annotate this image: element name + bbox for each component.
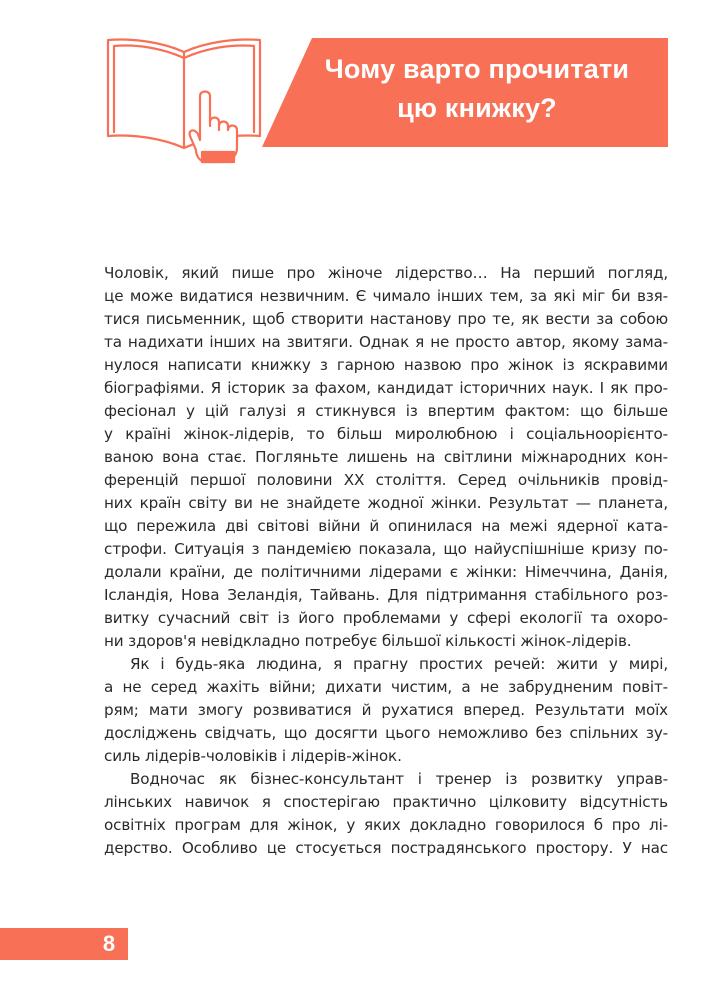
- text-line: ни здоров'я невідкладно потребує більшої кількості жінок-лідерів.: [104, 632, 632, 650]
- text-line: рям; мати змогу розвиватися й рухатися вперед. Результати моїх: [104, 701, 668, 719]
- page-title-line-2: цю книжку?: [397, 93, 557, 123]
- text-line: фесіонал у цій галузі я стикнувся із впертим фактом: що більше: [104, 402, 668, 420]
- text-line: Ісландія, Нова Зеландія, Тайвань. Для підтримання стабільного роз-: [104, 586, 668, 604]
- text-line: це може видатися незвичним. Є чимало інших тем, за які міг би взя-: [104, 287, 668, 305]
- text-line: Чоловік, який пише про жіноче лідерство… На перший погляд,: [104, 264, 668, 282]
- page-title-line-1: Чому варто прочитати: [324, 54, 630, 84]
- text-line: дерство. Особливо це стосується пострадянського простору. У нас: [104, 839, 668, 857]
- text-line: лінських навичок я спостерігаю практично цілковиту відсутність: [104, 793, 668, 811]
- text-line: витку сучасний світ із його проблемами у сфері екології та охоро-: [104, 609, 668, 627]
- text-line: що пережила дві світові війни й опинилася на межі ядерної ката-: [104, 517, 668, 535]
- text-line: них країн світу ви не знайдете жодної жінки. Результат — планета,: [104, 494, 668, 512]
- text-line: ференцій першої половини XX століття. Серед очільників провід-: [104, 471, 668, 489]
- text-line: та надихати інших на звитяги. Однак я не просто автор, якому зама-: [104, 333, 668, 351]
- text-line: досліджень свідчать, що досягти цього неможливо без спільних зу-: [104, 724, 668, 742]
- text-line: у країні жінок-лідерів, то більш миролюбною і соціальноорієнто-: [104, 425, 668, 443]
- text-line: тися письменник, щоб створити настанову про те, як вести за собою: [104, 310, 668, 328]
- book-hand-icon: [104, 36, 264, 166]
- text-line: Як і будь-яка людина, я прагну простих речей: жити у мирі,: [130, 655, 668, 673]
- text-line: строфи. Ситуація з пандемією показала, що найуспішніше кризу по-: [104, 540, 668, 558]
- text-line: долали країни, де політичними лідерами є жінки: Німеччина, Данія,: [104, 563, 668, 581]
- page-number: 8: [102, 931, 116, 956]
- text-line: силь лідерів-чоловіків і лідерів-жінок.: [104, 747, 402, 765]
- text-line: освітніх програм для жінок, у яких докладно говорилося б про лі-: [104, 816, 668, 834]
- page-title: [312, 50, 642, 128]
- body-text: [104, 262, 668, 860]
- text-line: Водночас як бізнес-консультант і тренер із розвитку управ-: [130, 770, 668, 788]
- text-line: а не серед жахіть війни; дихати чистим, а не забрудненим повіт-: [104, 678, 668, 696]
- text-line: ваною вона стає. Погляньте лишень на світлини міжнародних кон-: [104, 448, 668, 466]
- text-line: біографіями. Я історик за фахом, кандидат історичних наук. І як про-: [104, 379, 668, 397]
- text-line: нулося написати книжку з гарною назвою про жінок із яскравими: [104, 356, 668, 374]
